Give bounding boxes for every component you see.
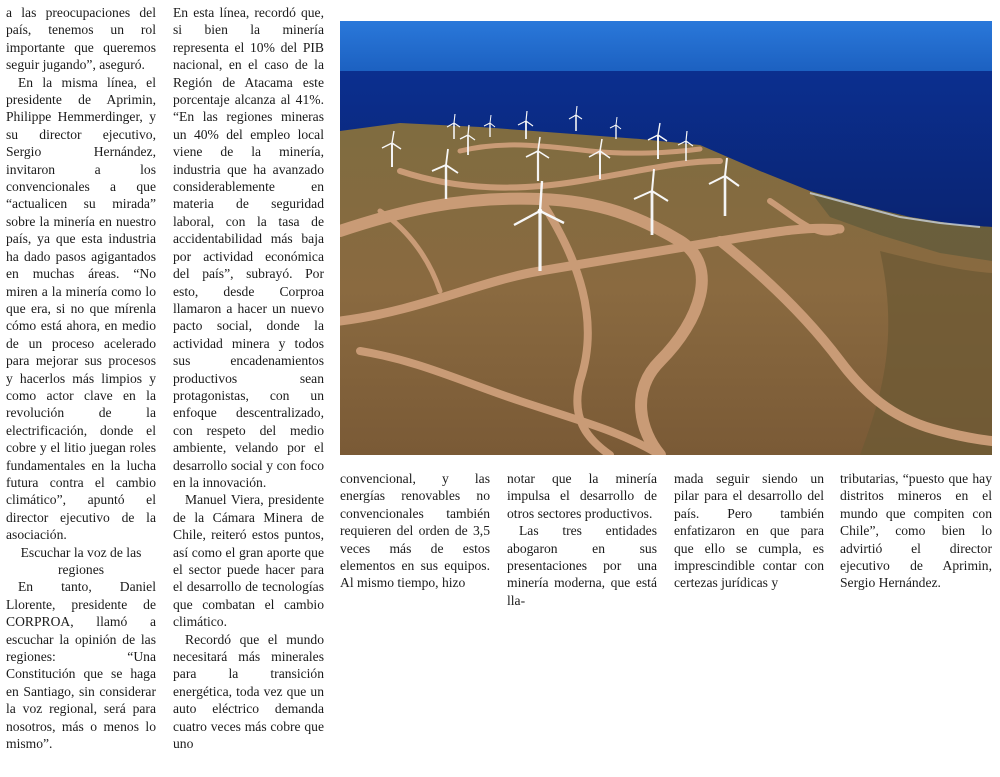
paragraph: convencional, y las energías renovables no convencionales también requieren del orden de 3,5 veces más de estos elementos en sus equipos. Al mismo tiempo, hizo bbox=[340, 471, 490, 591]
sky bbox=[340, 21, 992, 75]
paragraph: a las preocupaciones del país, tenemos un rol importante que queremos seguir jugando”, aseguró. bbox=[6, 5, 156, 73]
paragraph: notar que la minería impulsa el desarrollo de otros sectores productivos. bbox=[507, 471, 657, 521]
paragraph: mada seguir siendo un pilar para el desarrollo del país. Pero también enfatizaron en que para que ello se cumpla, es imprescindible contar con certezas jurídicas y bbox=[674, 471, 824, 591]
wind-farm-illustration bbox=[340, 21, 992, 455]
paragraph: En tanto, Daniel Llorente, presidente de CORPROA, llamó a escuchar la opinión de las regiones: “Una Constitución que se haga en Santiago, sin considerar la voz regional, será para nosotros, más o menos lo mismo”. bbox=[6, 579, 156, 752]
paragraph: Las tres entidades abogaron en sus presentaciones por una minería moderna, que está lla- bbox=[507, 523, 657, 608]
article-column-3 bbox=[340, 470, 490, 592]
paragraph: En la misma línea, el presidente de Aprimin, Philippe Hemmerdinger, y su director ejecutivo, Sergio Hernández, invitaron a los convencionales a que “actualicen su mirada” sobre la minería en nuestro país, ya que esta industria ha dado pasos agigantados en muchas áreas. “No miren a la minería como lo que era, si no que mírenla cómo está ahora, en medio de un proceso acelerado para mejorar sus procesos y hacerlos más limpios y como actor clave en la revolución de la electrificación, donde el cobre y el litio juegan roles fundamentales en la lucha futura contra el cambio climático”, apuntó el director ejecutivo de la asociación. bbox=[6, 74, 156, 543]
wind-farm-photo bbox=[340, 21, 992, 455]
article-column-5 bbox=[674, 470, 824, 592]
paragraph: Recordó que el mundo necesitará más minerales para la transición energética, toda vez que un auto eléctrico demanda cuatro veces más cobre que uno bbox=[173, 631, 324, 752]
article-column-2 bbox=[173, 4, 324, 752]
subheading: Escuchar la voz de las regiones bbox=[20, 544, 142, 577]
paragraph: En esta línea, recordó que, si bien la minería representa el 10% del PIB nacional, en el caso de la Región de Atacama este porcentaje alcanza al 41%. “En las regiones mineras un 40% del empleo local viene de la minería, industria que ha avanzado considerablemente en materia de seguridad laboral, con la tasa de accidentabilidad más baja por actividad económica del país”, subrayó. Por esto, desde Corproa llamaron a hacer un nuevo pacto social, donde la actividad minera y todos sus encadenamientos productivos sean protagonistas, con un enfoque descentralizado, con respeto del medio ambiente, velando por el desarrollo social y con foco en la innovación. bbox=[173, 5, 324, 490]
article-column-4 bbox=[507, 470, 657, 609]
article-column-6 bbox=[840, 470, 992, 592]
article-column-1 bbox=[6, 4, 156, 752]
paragraph: Manuel Viera, presidente de la Cámara Minera de Chile, reiteró estos puntos, así como el gran aporte que el sector puede hacer para el desarrollo de tecnologías que combatan el cambio climático. bbox=[173, 492, 324, 630]
paragraph: tributarias, “puesto que hay distritos mineros en el mundo que compiten con Chile”, como bien lo advirtió el director ejecutivo de Aprimin, Sergio Hernández. bbox=[840, 471, 992, 591]
